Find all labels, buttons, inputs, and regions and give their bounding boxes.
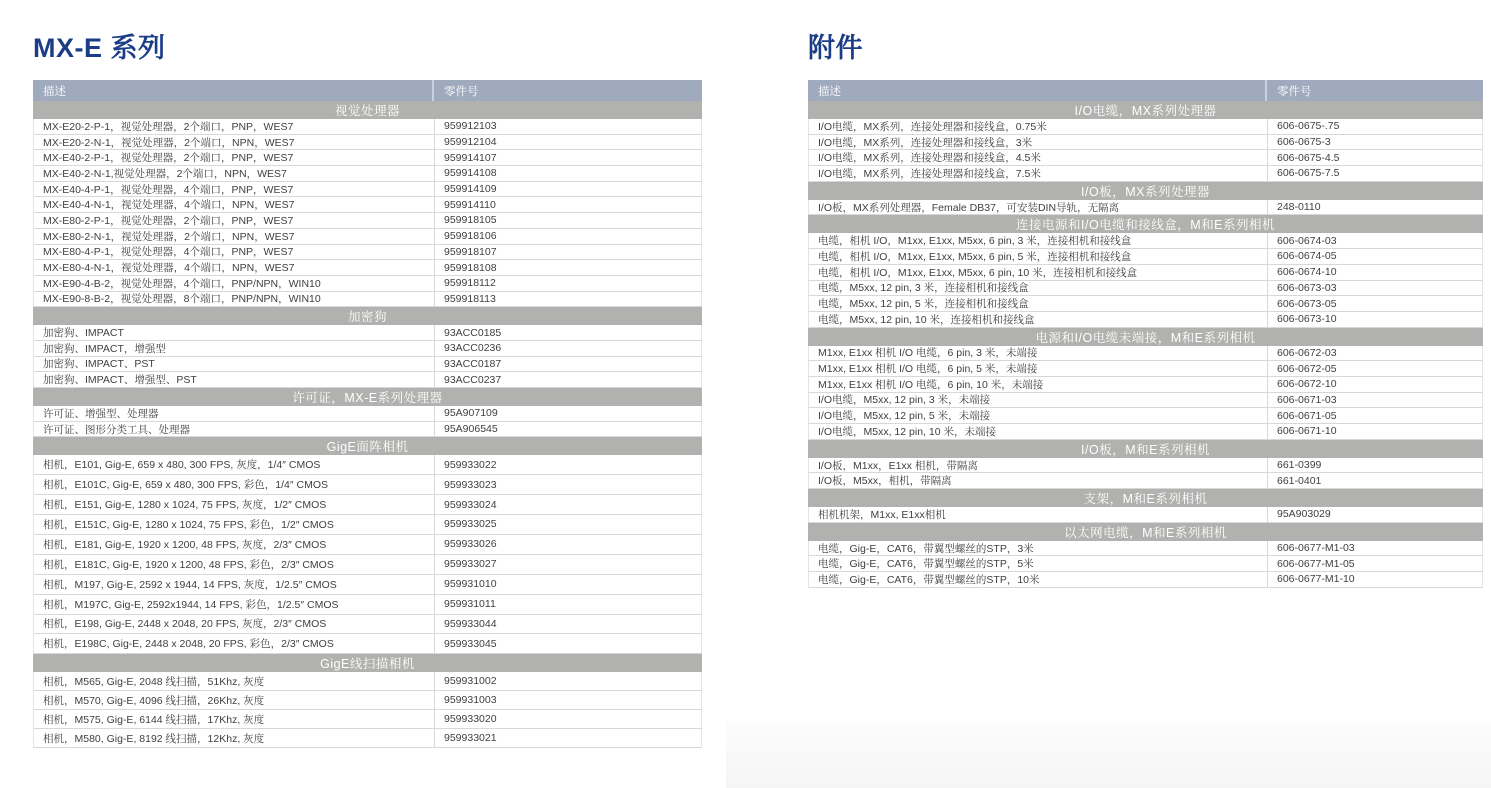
description-cell: 相机，M197, Gig-E, 2592 x 1944, 14 FPS, 灰度，1/2.5″ CMOS — [34, 575, 435, 594]
table-row — [33, 555, 702, 575]
table-row — [808, 556, 1483, 572]
part-number-cell: 959914108 — [444, 167, 497, 180]
description-cell: 电缆，相机 I/O，M1xx, E1xx, M5xx, 6 pin, 5 米，连接相机和接线盒 — [809, 249, 1268, 264]
description-cell: MX-E40-4-P-1，视觉处理器，4个端口，PNP，WES7 — [34, 182, 435, 197]
part-number-cell: 959931011 — [444, 598, 496, 611]
table-row — [33, 372, 702, 388]
part-number-cell: 959918105 — [444, 214, 497, 227]
description-cell: MX-E20-2-N-1，视觉处理器，2个端口，NPN，WES7 — [34, 135, 435, 150]
part-number-cell: 959933023 — [444, 478, 497, 491]
part-number-cell: 959933025 — [444, 518, 497, 531]
table-row — [33, 710, 702, 729]
table-row — [33, 595, 702, 615]
description-cell: 电缆，Gig-E，CAT6，带翼型螺丝的STP，10米 — [809, 572, 1268, 587]
mx-e-series-title: MX-E 系列 — [33, 33, 166, 63]
section-header: GigE面阵相机 — [33, 437, 702, 455]
table-row — [33, 292, 702, 308]
description-cell: I/O电缆，MX系列，连接处理器和接线盒，3米 — [809, 135, 1268, 150]
table-row — [33, 325, 702, 341]
table-row — [808, 281, 1483, 297]
table-row — [808, 233, 1483, 249]
section-header: 许可证，MX-E系列处理器 — [33, 388, 702, 406]
part-number-cell: 959933022 — [444, 458, 497, 471]
part-number-cell: 606-0673-05 — [1277, 297, 1337, 310]
description-cell: I/O板，M1xx，E1xx 相机，带隔离 — [809, 458, 1268, 473]
part-number-cell: 959914109 — [444, 183, 497, 196]
part-number-cell: 606-0677-M1-03 — [1277, 542, 1355, 555]
description-cell: I/O电缆，MX系列，连接处理器和接线盒，7.5米 — [809, 166, 1268, 181]
table-row — [808, 249, 1483, 265]
table-row — [33, 135, 702, 151]
part-number-cell: 959914107 — [444, 151, 497, 164]
part-number-cell: 959933021 — [444, 732, 497, 745]
table-row — [33, 182, 702, 198]
part-number-cell: 959933045 — [444, 637, 497, 650]
table-row — [33, 150, 702, 166]
description-cell: 相机机架，M1xx, E1xx相机 — [809, 507, 1268, 522]
description-cell: MX-E90-4-B-2，视觉处理器，4个端口，PNP/NPN，WIN10 — [34, 276, 435, 291]
accessories-table — [808, 80, 1483, 588]
description-cell: 相机，M580, Gig-E, 8192 线扫描，12Khz, 灰度 — [34, 729, 435, 747]
page-corner-shading — [726, 722, 1491, 788]
table-row — [33, 229, 702, 245]
table-header-row — [33, 80, 702, 101]
table-row — [808, 150, 1483, 166]
description-cell: 电缆，相机 I/O，M1xx, E1xx, M5xx, 6 pin, 3 米，连接相机和接线盒 — [809, 233, 1268, 248]
description-cell: I/O板，M5xx，相机，带隔离 — [809, 473, 1268, 488]
part-number-cell: 959918108 — [444, 261, 497, 274]
table-row — [33, 197, 702, 213]
table-row — [33, 634, 702, 654]
part-number-cell: 95A903029 — [1277, 508, 1331, 521]
column-header-part-number: 零件号 — [1277, 85, 1312, 98]
description-cell: 相机，E101C, Gig-E, 659 x 480, 300 FPS, 彩色，1/4″ CMOS — [34, 475, 435, 494]
table-row — [33, 515, 702, 535]
table-row — [808, 424, 1483, 440]
description-cell: 相机，E181, Gig-E, 1920 x 1200, 48 FPS, 灰度，2/3″ CMOS — [34, 535, 435, 554]
section-header: I/O板，M和E系列相机 — [808, 440, 1483, 458]
part-number-cell: 606-0677-M1-05 — [1277, 557, 1355, 570]
part-number-cell: 959918107 — [444, 245, 497, 258]
part-number-cell: 959931010 — [444, 578, 497, 591]
part-number-cell: 606-0672-03 — [1277, 346, 1337, 359]
section-header: I/O板，MX系列处理器 — [808, 182, 1483, 200]
table-row — [808, 296, 1483, 312]
mx-e-series-table — [33, 80, 702, 748]
table-row — [808, 265, 1483, 281]
description-cell: 电缆，相机 I/O，M1xx, E1xx, M5xx, 6 pin, 10 米，连接相机和接线盒 — [809, 265, 1268, 280]
description-cell: MX-E80-4-P-1，视觉处理器，4个端口，PNP，WES7 — [34, 245, 435, 260]
table-row — [33, 691, 702, 710]
part-number-cell: 93ACC0236 — [444, 342, 502, 355]
description-cell: 相机，M570, Gig-E, 4096 线扫描，26Khz, 灰度 — [34, 691, 435, 709]
table-row — [808, 346, 1483, 362]
part-number-cell: 959931002 — [444, 675, 497, 688]
table-row — [808, 361, 1483, 377]
description-cell: 加密狗、IMPACT，增强型 — [34, 341, 435, 356]
part-number-cell: 959933026 — [444, 538, 497, 551]
description-cell: I/O板，MX系列处理器，Female DB37，可安装DIN导轨，无隔离 — [809, 200, 1268, 215]
description-cell: 许可证、图形分类工具、处理器 — [34, 422, 435, 437]
part-number-cell: 606-0671-10 — [1277, 425, 1337, 438]
section-header: 视觉处理器 — [33, 101, 702, 119]
description-cell: MX-E80-2-N-1，视觉处理器，2个端口，NPN，WES7 — [34, 229, 435, 244]
table-row — [808, 166, 1483, 182]
description-cell: MX-E80-2-P-1，视觉处理器，2个端口，PNP，WES7 — [34, 213, 435, 228]
table-header-row — [808, 80, 1483, 101]
section-header: GigE线扫描相机 — [33, 654, 702, 672]
description-cell: M1xx, E1xx 相机 I/O 电缆，6 pin, 5 米，未端接 — [809, 361, 1268, 376]
table-row — [808, 200, 1483, 216]
part-number-cell: 606-0675-.75 — [1277, 120, 1340, 133]
table-row — [808, 473, 1483, 489]
part-number-cell: 95A906545 — [444, 423, 498, 436]
table-row — [808, 135, 1483, 151]
table-row — [33, 357, 702, 373]
part-number-cell: 959918112 — [444, 277, 496, 290]
part-number-cell: 661-0401 — [1277, 474, 1322, 487]
description-cell: MX-E40-4-N-1，视觉处理器，4个端口，NPN，WES7 — [34, 197, 435, 212]
description-cell: M1xx, E1xx 相机 I/O 电缆，6 pin, 3 米，未端接 — [809, 346, 1268, 361]
table-row — [808, 312, 1483, 328]
description-cell: 相机，M565, Gig-E, 2048 线扫描，51Khz, 灰度 — [34, 672, 435, 690]
part-number-cell: 959918113 — [444, 292, 496, 305]
description-cell: I/O电缆，M5xx, 12 pin, 5 米，未端接 — [809, 408, 1268, 423]
table-row — [33, 575, 702, 595]
part-number-cell: 606-0671-03 — [1277, 393, 1337, 406]
part-number-cell: 606-0672-10 — [1277, 378, 1337, 391]
part-number-cell: 959931003 — [444, 694, 497, 707]
description-cell: 电缆，M5xx, 12 pin, 5 米，连接相机和接线盒 — [809, 296, 1268, 311]
table-row — [33, 119, 702, 135]
table-row — [808, 507, 1483, 523]
table-row — [808, 458, 1483, 474]
section-header: 支架，M和E系列相机 — [808, 489, 1483, 507]
description-cell: 相机，E181C, Gig-E, 1920 x 1200, 48 FPS, 彩色，2/3″ CMOS — [34, 555, 435, 574]
description-cell: 加密狗、IMPACT、增强型、PST — [34, 372, 435, 387]
description-cell: MX-E90-8-B-2，视觉处理器，8个端口，PNP/NPN，WIN10 — [34, 292, 435, 307]
description-cell: 相机，E101, Gig-E, 659 x 480, 300 FPS, 灰度，1/4″ CMOS — [34, 455, 435, 474]
table-row — [33, 455, 702, 475]
part-number-cell: 959914110 — [444, 198, 496, 211]
part-number-cell: 959933024 — [444, 498, 497, 511]
part-number-cell: 606-0677-M1-10 — [1277, 573, 1355, 586]
table-row — [33, 213, 702, 229]
part-number-cell: 606-0671-05 — [1277, 409, 1337, 422]
table-row — [33, 615, 702, 635]
description-cell: 相机，M197C, Gig-E, 2592x1944, 14 FPS, 彩色，1/2.5″ CMOS — [34, 595, 435, 614]
section-header: 电源和I/O电缆未端接，M和E系列相机 — [808, 328, 1483, 346]
part-number-cell: 606-0674-05 — [1277, 250, 1337, 263]
table-row — [808, 408, 1483, 424]
table-row — [808, 119, 1483, 135]
table-row — [33, 495, 702, 515]
description-cell: 相机，M575, Gig-E, 6144 线扫描，17Khz, 灰度 — [34, 710, 435, 728]
description-cell: MX-E20-2-P-1，视觉处理器，2个端口，PNP，WES7 — [34, 119, 435, 134]
description-cell: 电缆，Gig-E，CAT6，带翼型螺丝的STP，5米 — [809, 556, 1268, 571]
table-row — [33, 406, 702, 422]
description-cell: 许可证、增强型、处理器 — [34, 406, 435, 421]
table-row — [33, 535, 702, 555]
description-cell: I/O电缆，M5xx, 12 pin, 10 米，未端接 — [809, 424, 1268, 439]
description-cell: 相机，E198, Gig-E, 2448 x 2048, 20 FPS, 灰度，2/3″ CMOS — [34, 615, 435, 634]
description-cell: MX-E40-2-P-1，视觉处理器，2个端口，PNP，WES7 — [34, 150, 435, 165]
description-cell: I/O电缆，M5xx, 12 pin, 3 米，未端接 — [809, 393, 1268, 408]
part-number-cell: 606-0672-05 — [1277, 362, 1337, 375]
description-cell: I/O电缆，MX系列，连接处理器和接线盒，0.75米 — [809, 119, 1268, 134]
description-cell: 相机，E151, Gig-E, 1280 x 1024, 75 FPS, 灰度，1/2″ CMOS — [34, 495, 435, 514]
column-header-description: 描述 — [808, 80, 1267, 101]
section-header: 连接电源和I/O电缆和接线盒，M和E系列相机 — [808, 215, 1483, 233]
part-number-cell: 606-0674-03 — [1277, 234, 1337, 247]
part-number-cell: 606-0673-10 — [1277, 313, 1337, 326]
table-row — [33, 341, 702, 357]
table-row — [33, 729, 702, 748]
description-cell: MX-E40-2-N-1,视觉处理器，2个端口，NPN，WES7 — [34, 166, 435, 181]
table-row — [33, 166, 702, 182]
table-row — [808, 541, 1483, 557]
description-cell: 相机，E151C, Gig-E, 1280 x 1024, 75 FPS, 彩色，1/2″ CMOS — [34, 515, 435, 534]
description-cell: I/O电缆，MX系列，连接处理器和接线盒，4.5米 — [809, 150, 1268, 165]
table-row — [33, 276, 702, 292]
description-cell: 电缆，M5xx, 12 pin, 3 米，连接相机和接线盒 — [809, 281, 1268, 296]
part-number-cell: 93ACC0187 — [444, 357, 502, 370]
table-row — [33, 422, 702, 438]
description-cell: 加密狗、IMPACT — [34, 325, 435, 340]
part-number-cell: 959933044 — [444, 617, 497, 630]
description-cell: 加密狗、IMPACT、PST — [34, 357, 435, 372]
accessories-title: 附件 — [808, 33, 863, 63]
table-row — [33, 672, 702, 691]
table-row — [33, 475, 702, 495]
description-cell: 电缆，Gig-E，CAT6，带翼型螺丝的STP，3米 — [809, 541, 1268, 556]
section-header: I/O电缆，MX系列处理器 — [808, 101, 1483, 119]
part-number-cell: 606-0675-3 — [1277, 136, 1331, 149]
table-row — [808, 393, 1483, 409]
table-row — [808, 572, 1483, 588]
description-cell: M1xx, E1xx 相机 I/O 电缆，6 pin, 10 米，未端接 — [809, 377, 1268, 392]
part-number-cell: 959933027 — [444, 558, 497, 571]
description-cell: MX-E80-4-N-1，视觉处理器，4个端口，NPN，WES7 — [34, 260, 435, 275]
part-number-cell: 959933020 — [444, 713, 497, 726]
part-number-cell: 606-0675-4.5 — [1277, 151, 1340, 164]
table-row — [33, 245, 702, 261]
section-header: 以太网电缆，M和E系列相机 — [808, 523, 1483, 541]
part-number-cell: 95A907109 — [444, 407, 498, 420]
part-number-cell: 93ACC0185 — [444, 326, 502, 339]
part-number-cell: 606-0673-03 — [1277, 281, 1337, 294]
description-cell: 相机，E198C, Gig-E, 2448 x 2048, 20 FPS, 彩色，2/3″ CMOS — [34, 634, 435, 653]
section-header: 加密狗 — [33, 307, 702, 325]
description-cell: 电缆，M5xx, 12 pin, 10 米，连接相机和接线盒 — [809, 312, 1268, 327]
part-number-cell: 959912104 — [444, 136, 497, 149]
part-number-cell: 93ACC0237 — [444, 373, 502, 386]
column-header-description: 描述 — [33, 80, 434, 101]
column-header-part-number: 零件号 — [444, 85, 479, 98]
part-number-cell: 248-0110 — [1277, 201, 1321, 214]
part-number-cell: 661-0399 — [1277, 459, 1322, 472]
table-row — [808, 377, 1483, 393]
part-number-cell: 959918106 — [444, 230, 497, 243]
part-number-cell: 606-0674-10 — [1277, 266, 1337, 279]
part-number-cell: 606-0675-7.5 — [1277, 167, 1340, 180]
table-row — [33, 260, 702, 276]
part-number-cell: 959912103 — [444, 120, 497, 133]
